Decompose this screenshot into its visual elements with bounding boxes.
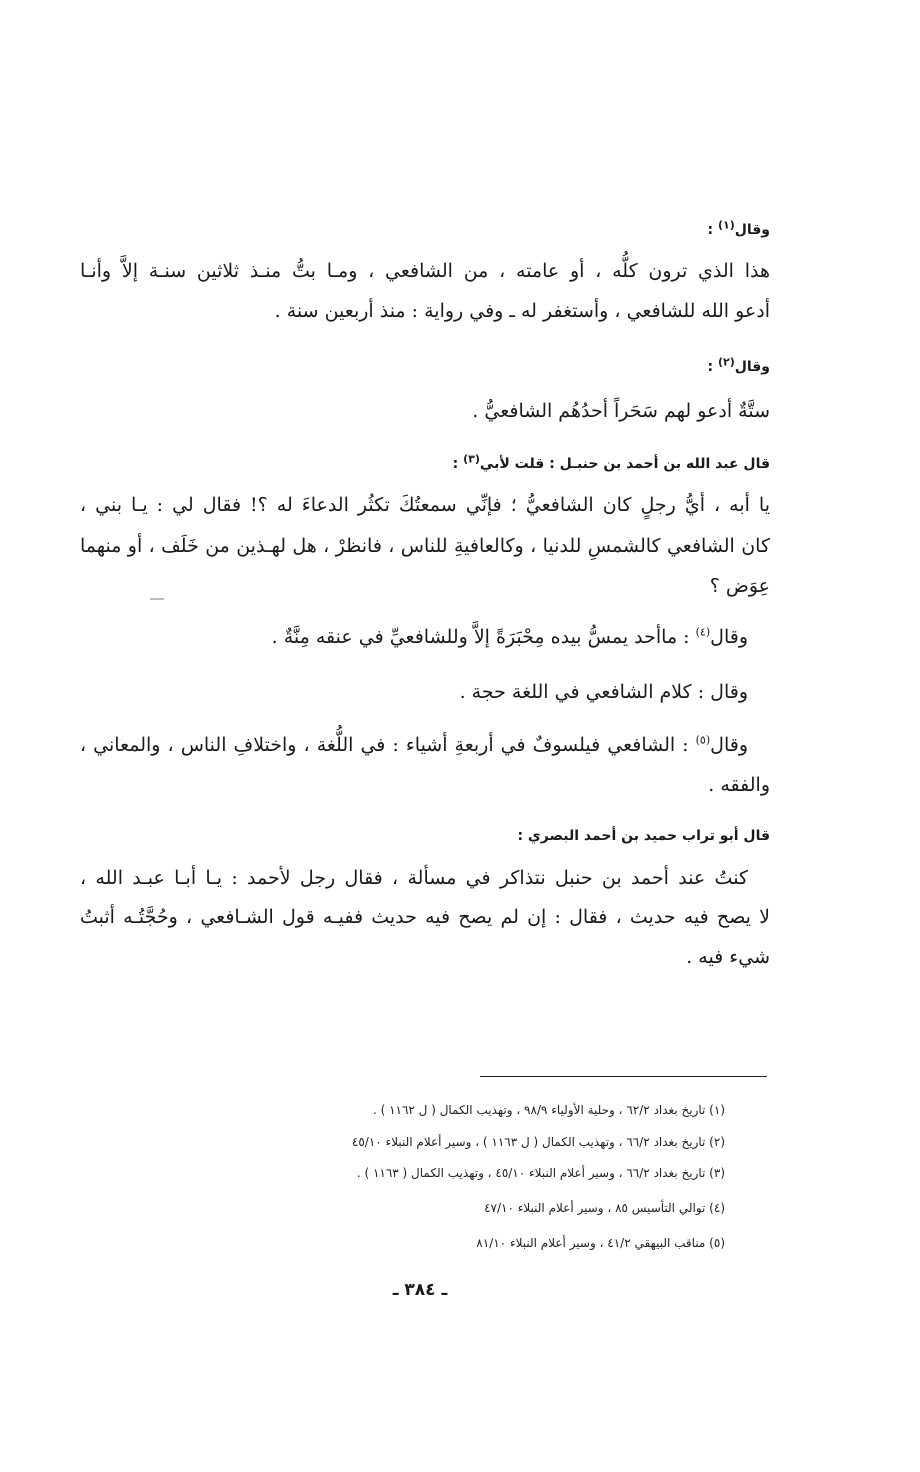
quote-6-line-1 xyxy=(80,732,748,758)
heading-text: وقال xyxy=(734,359,770,375)
footnote-ref-5: (٥) xyxy=(695,733,711,747)
footnote-ref-4: (٤) xyxy=(695,625,711,639)
quote-heading-7: قال أبو تراب حميد بن أحمد البصري : xyxy=(517,828,770,844)
quote-4-text: : ماأحد يمسُّ بيده مِحْبَرَةً إلاَّ وللشافعيِّ في عنقه مِنَّةٌ . xyxy=(271,626,696,648)
footnote-3: (٣) تاريخ بغداد ٦٦/٢ ، وسير أعلام النبلاء ٤٥/١٠ ، وتهذيب الكمال ( ١١٦٣ ) . xyxy=(356,1166,725,1180)
heading-text: وقال xyxy=(734,222,770,238)
print-speck xyxy=(150,598,164,600)
quote-1-line-1: هذا الذي ترون كلُّه ، أو عامته ، من الشافعي ، ومـا بتُّ منـذ ثلاثين سنـة إلاَّ وأنـا xyxy=(80,260,770,282)
quote-3-line-3: عِوَض ؟ xyxy=(709,575,770,597)
heading-colon: : xyxy=(707,222,718,238)
quote-6-prefix: وقال xyxy=(710,734,748,756)
heading-colon: : xyxy=(707,359,718,375)
footnote-divider xyxy=(480,1076,767,1077)
page-number: ـ ٣٨٤ ـ xyxy=(392,1280,448,1300)
footnote-ref-1: (١) xyxy=(717,218,735,232)
quote-7-line-2: لا يصح فيه حديث ، فقال : إن لم يصح فيه حديث ففيـه قول الشـافعي ، وحُجَّتُـه أثبتُ xyxy=(80,906,770,928)
quote-7-line-1: كنتُ عند أحمد بن حنبل نتذاكر في مسألة ، فقال رجل لأحمد : يـا أبـا عبـد الله ، xyxy=(80,867,748,889)
quote-heading-2 xyxy=(707,357,770,377)
footnote-ref-2: (٢) xyxy=(717,355,735,369)
quote-7-line-3: شيء فيه . xyxy=(686,946,770,968)
quote-5-line-1: وقال : كلام الشافعي في اللغة حجة . xyxy=(459,681,748,703)
footnote-2: (٢) تاريخ بغداد ٦٦/٢ ، وتهذيب الكمال ( ل ١١٦٣ ) ، وسير أعلام النبلاء ٤٥/١٠ xyxy=(351,1135,725,1149)
quote-4-prefix: وقال xyxy=(710,626,748,648)
quote-4-line-1 xyxy=(272,624,748,650)
quote-1-line-2: أدعو الله للشافعي ، وأستغفر له ـ وفي رواية : منذ أربعين سنة . xyxy=(274,300,770,322)
footnote-4: (٤) توالي التأسيس ٨٥ ، وسير أعلام النبلاء ٤٧/١٠ xyxy=(484,1201,725,1215)
footnote-1: (١) تاريخ بغداد ٦٢/٢ ، وحلية الأولياء ٩٨/٩ ، وتهذيب الكمال ( ل ١١٦٢ ) . xyxy=(372,1103,725,1117)
footnote-5: (٥) مناقب البيهقي ٤١/٢ ، وسير أعلام النبلاء ٨١/١٠ xyxy=(476,1236,725,1250)
quote-3-line-1: يا أبه ، أيُّ رجلٍ كان الشافعيُّ ؛ فإنِّي سمعتُكَ تكثُر الدعاءَ له ؟! فقال لي : يـا بني ، xyxy=(80,494,770,516)
quote-2-line-1: ستَّةٌ أدعو لهم سَحَراً أحدُهُم الشافعيُّ . xyxy=(472,400,770,422)
heading-colon: : xyxy=(452,456,464,472)
quote-6-line-2: والفقه . xyxy=(708,774,770,796)
quote-heading-3 xyxy=(453,454,770,474)
quote-heading-1 xyxy=(707,220,770,240)
footnote-ref-3: (٣) xyxy=(463,452,480,466)
quote-6-text: : الشافعي فيلسوفٌ في أربعةِ أشياء : في اللُّغة ، واختلافِ الناس ، والمعاني ، xyxy=(80,734,696,756)
quote-3-line-2: كان الشافعي كالشمسِ للدنيا ، وكالعافيةِ للناس ، فانظرْ ، هل لهـذين من خَلَف ، أو منهما xyxy=(80,535,770,557)
heading-text: قال عبد الله بن أحمد بن حنبـل : قلت لأبي xyxy=(479,456,770,472)
